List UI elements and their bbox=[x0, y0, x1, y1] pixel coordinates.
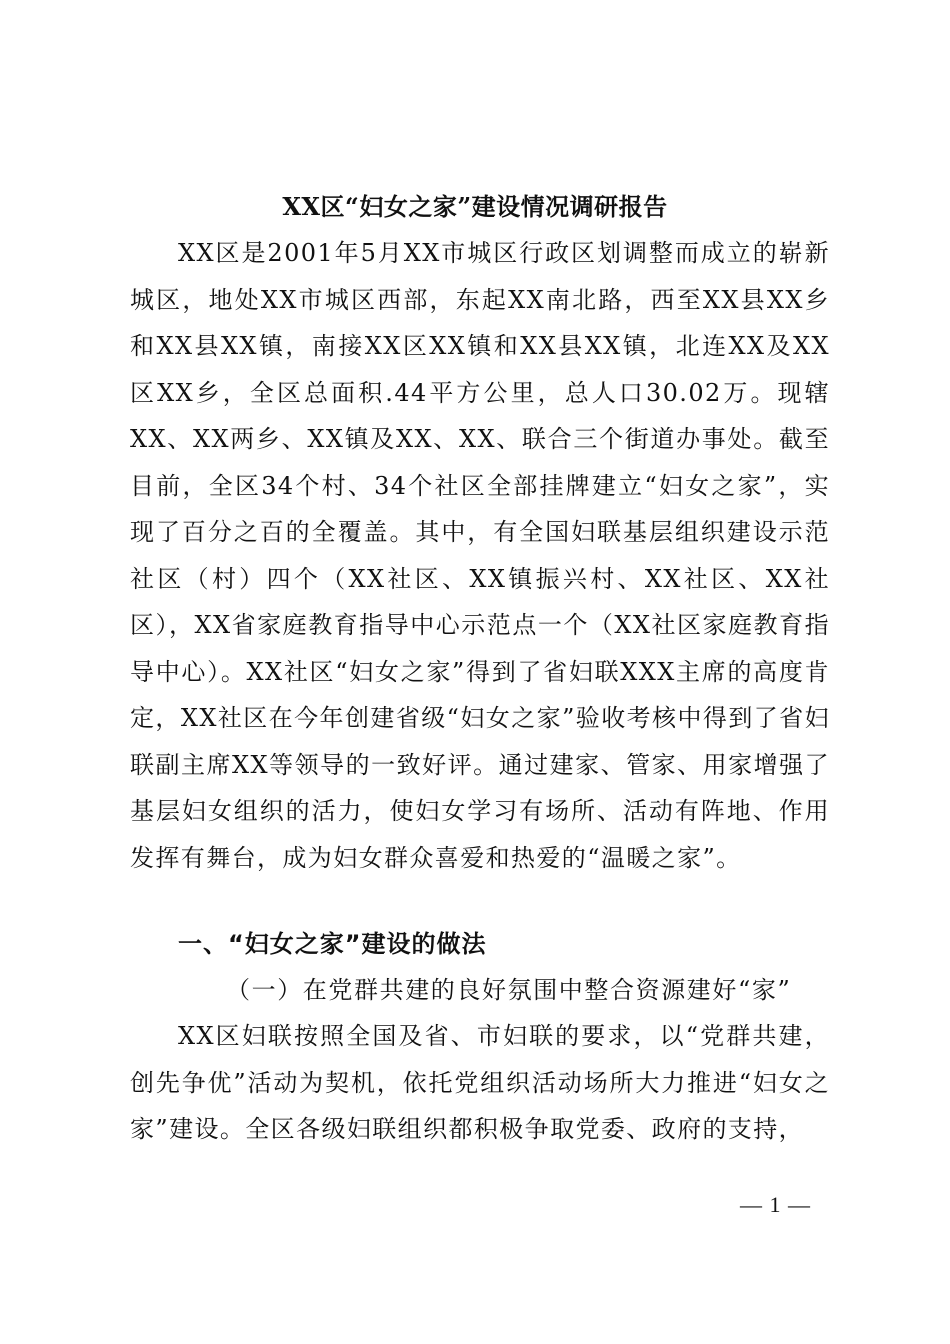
subsection-heading-1: （一）在党群共建的良好氛围中整合资源建好“家” bbox=[226, 976, 792, 1004]
body-paragraph-1-container bbox=[130, 230, 830, 881]
body-paragraph-2: XX区妇联按照全国及省、市妇联的要求，以“党群共建，创先争优”活动为契机，依托党组织活动场所大力推进“妇女之家”建设。全区各级妇联组织都积极争取党委、政府的支持， bbox=[130, 1022, 830, 1143]
page-number: — 1 — bbox=[740, 1192, 811, 1217]
document-title: XX区“妇女之家”建设情况调研报告 bbox=[282, 192, 668, 221]
body-paragraph-2-container bbox=[130, 1013, 830, 1153]
section-heading-1: 一、“妇女之家”建设的做法 bbox=[178, 930, 487, 958]
body-paragraph-1: XX区是2001年5月XX市城区行政区划调整而成立的崭新城区，地处XX市城区西部，东起XX南北路，西至XX县XX乡和XX县XX镇，南接XX区XX镇和XX县XX镇，北连XX及XX区XX乡，全区总面积.44平方公里，总人口30.02万。现辖XX、XX两乡、XX镇及XX、XX、联合三个街道办事处。截至目前，全区34个村、34个社区全部挂牌建立“妇女之家”，实现了百分之百的全覆盖。其中，有全国妇联基层组织建设示范社区（村）四个（XX社区、XX镇振兴村、XX社区、XX社区），XX省家庭教育指导中心示范点一个（XX社区家庭教育指导中心）。XX社区“妇女之家”得到了省妇联XXX主席的高度肯定，XX社区在今年创建省级“妇女之家”验收考核中得到了省妇联副主席XX等领导的一致好评。通过建家、管家、用家增强了基层妇女组织的活力，使妇女学习有场所、活动有阵地、作用发挥有舞台，成为妇女群众喜爱和热爱的“温暖之家”。 bbox=[130, 239, 830, 872]
